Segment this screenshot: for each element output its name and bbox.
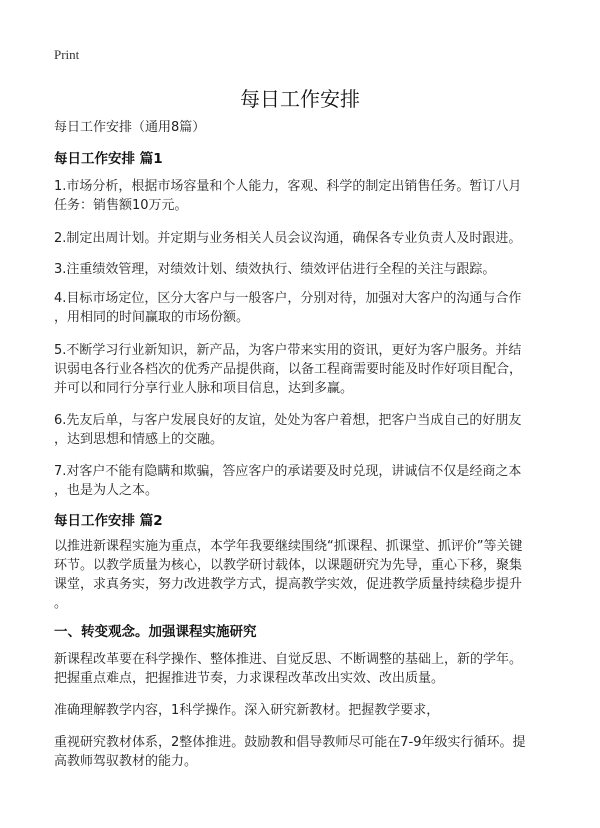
text-line: 4.目标市场定位，区分大客户与一般客户，分别对待，加强对大客户的沟通与合作 [54,291,522,306]
text-line: 准确理解教学内容，1科学操作。深入研究新教材。把握教学要求， [54,703,440,718]
text-line: 2.制定出周计划。并定期与业务相关人员会议沟通，确保各专业负责人及时跟进。 [54,231,522,246]
text-line: 环节。以教学质量为核心，以教学研讨载体，以课题研究为先导，重心下移，聚集 [54,558,523,573]
text-line: 一、转变观念。加强课程实施研究 [54,624,257,640]
section-heading [54,512,554,531]
text-line: 。 [54,596,68,611]
text-line: 5.不断学习行业新知识，新产品，为客户带来实用的资讯，更好为客户服务。并结 [54,343,522,358]
paragraph [54,229,554,248]
paragraph [54,537,554,613]
paragraph [54,733,554,771]
text-line: 7.对客户不能有隐瞒和欺骗，答应客户的承诺要及时兑现，讲诚信不仅是经商之本 [54,464,522,479]
paragraph [54,341,554,398]
text-line: 重视研究教材体系，2整体推进。鼓励教和倡导教师尽可能在7-9年级实行循环。提 [54,735,526,750]
section-heading [54,623,554,642]
text-line: ，用相同的时间赢取的市场份额。 [54,310,250,325]
text-line: 识弱电各行业各档次的优秀产品提供商，以备工程商需要时能及时作好项目配合， [54,362,523,377]
text-line: 任务：销售额10万元。 [54,198,188,213]
paragraph [54,289,554,327]
text-line: 3.注重绩效管理，对绩效计划、绩效执行、绩效评估进行全程的关注与跟踪。 [54,262,496,277]
paragraph [54,701,554,720]
text-line: ，也是为人之本。 [54,483,159,498]
print-link[interactable]: Print [54,47,80,62]
paragraph [54,650,554,688]
section-heading [54,150,554,169]
text-line: 6.先友后单，与客户发展良好的友谊，处处为客户着想，把客户当成自己的好朋友 [54,413,522,428]
text-line: 每日工作安排 篇2 [54,513,163,529]
document-subtitle [54,118,554,137]
subtitle-text: 每日工作安排（通用8篇） [54,120,206,135]
text-line: 以推进新课程实施为重点，本学年我要继续围绕“抓课程、抓课堂、抓评价”等关键 [54,539,523,554]
text-line: 课堂，求真务实，努力改进教学方式，提高教学实效，促进教学质量持续稳步提升 [54,577,523,592]
text-line: ，达到思想和情感上的交融。 [54,432,224,447]
page-title: 每日工作安排 [240,87,360,111]
text-line: 并可以和同行分享行业人脉和项目信息，达到多赢。 [54,381,354,396]
paragraph [54,177,554,215]
text-line: 每日工作安排 篇1 [54,151,163,167]
paragraph [54,462,554,500]
paragraph [54,260,554,279]
text-line: 高教师驾驭教材的能力。 [54,754,198,769]
text-line: 把握重点难点，把握推进节奏，力求课程改革改出实效、改出质量。 [54,671,445,686]
text-line: 新课程改革要在科学操作、整体推进、自觉反思、不断调整的基础上，新的学年。 [54,652,523,667]
text-line: 1.市场分析，根据市场容量和个人能力，客观、科学的制定出销售任务。暂订八月 [54,179,522,194]
paragraph [54,411,554,449]
